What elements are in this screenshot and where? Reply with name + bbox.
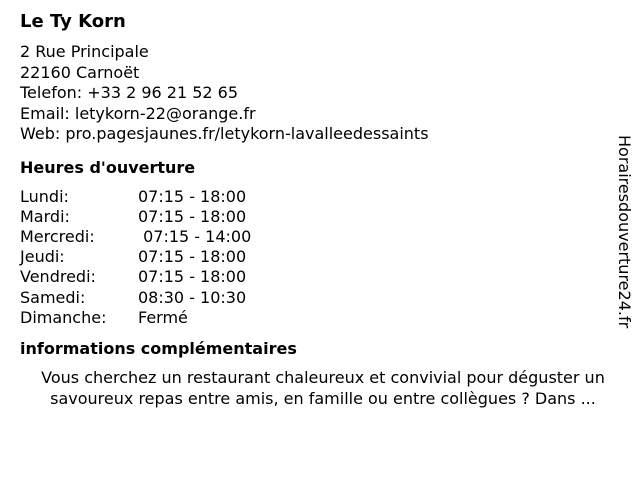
hours-row-dimanche: [20, 308, 620, 328]
address-street: 2 Rue Principale: [20, 42, 149, 61]
hours-time: 07:15 - 14:00: [138, 226, 252, 246]
contact-block: [20, 42, 620, 145]
hours-day: Lundi:: [20, 186, 69, 206]
hours-table: [20, 187, 620, 328]
address-city: 22160 Carnoët: [20, 62, 140, 82]
hours-row-jeudi: [20, 247, 620, 267]
hours-time: 07:15 - 18:00: [138, 206, 247, 226]
hours-time: 07:15 - 18:00: [138, 247, 247, 267]
hours-day: Mercredi:: [20, 226, 95, 246]
hours-day: Samedi:: [20, 287, 86, 307]
hours-heading: Heures d'ouverture: [20, 157, 196, 177]
business-card: [20, 10, 620, 409]
info-heading: informations complémentaires: [20, 338, 297, 358]
hours-row-vendredi: [20, 267, 620, 287]
hours-time: 07:15 - 18:00: [138, 267, 247, 287]
hours-time: 07:15 - 18:00: [138, 186, 247, 206]
hours-row-lundi: [20, 187, 620, 207]
hours-time: Fermé: [138, 307, 188, 327]
hours-row-mercredi: [20, 227, 620, 247]
email-line[interactable]: Email: letykorn-22@orange.fr: [20, 103, 256, 123]
hours-day: Mardi:: [20, 206, 70, 226]
info-line-2: savoureux repas entre amis, en famille ou entre collègues ? Dans ...: [50, 388, 596, 408]
hours-row-mardi: [20, 207, 620, 227]
info-description: [17, 367, 629, 409]
site-brand-vertical[interactable]: Horairesdouverture24.fr: [615, 135, 634, 329]
phone-line[interactable]: Telefon: +33 2 96 21 52 65: [20, 83, 239, 102]
hours-row-samedi: [20, 288, 620, 308]
hours-day: Jeudi:: [20, 247, 65, 267]
hours-day: Dimanche:: [20, 307, 107, 327]
business-name: Le Ty Korn: [20, 11, 126, 32]
web-line[interactable]: Web: pro.pagesjaunes.fr/letykorn-lavalleedessaints: [20, 124, 429, 143]
info-line-1: Vous cherchez un restaurant chaleureux et convivial pour déguster un: [41, 367, 605, 387]
hours-time: 08:30 - 10:30: [138, 287, 247, 307]
hours-day: Vendredi:: [20, 267, 96, 287]
